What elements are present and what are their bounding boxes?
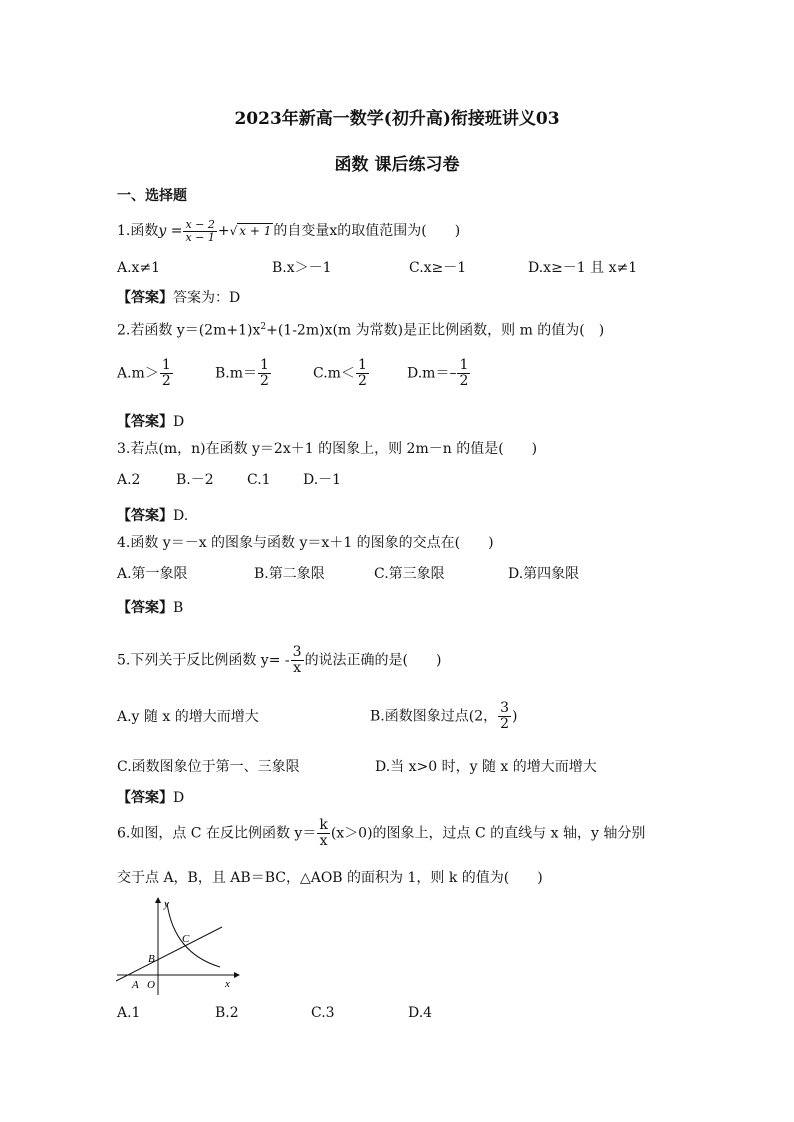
- q1-sqrt: [230, 216, 274, 246]
- q6-option-a: A.1: [117, 1005, 141, 1021]
- q5-suffix: 的说法正确的是( ): [304, 652, 442, 669]
- q5-fraction: [291, 645, 304, 676]
- q5-option-d: D.当 x>0 时，y 随 x 的增大而增大: [375, 759, 597, 775]
- question-2: [117, 318, 604, 340]
- q4-option-b: B.第二象限: [254, 566, 325, 582]
- question-6-line-2: 交于点 A，B，且 AB＝BC，△AOB 的面积为 1，则 k 的值为( ): [117, 870, 543, 886]
- frac-den: 2: [500, 716, 510, 732]
- q3-option-a: A.2: [117, 472, 141, 488]
- q6-prefix: 6.如图，点 C 在反比例函数 y＝: [117, 825, 317, 842]
- q1-option-d: D.x≥－1 且 x≠1: [528, 260, 638, 276]
- label-o: O: [147, 979, 155, 991]
- document-title: 2023年新高一数学(初升高)衔接班讲义03: [234, 109, 560, 129]
- frac-den: x: [293, 660, 302, 676]
- q2-option-a-fraction: [160, 358, 173, 389]
- frac-num: k: [319, 817, 328, 833]
- q2-option-b-fraction: [258, 358, 271, 389]
- label-x: x: [225, 978, 230, 990]
- q3-option-b: B.－2: [176, 472, 214, 488]
- q2-option-c-text: C.m＜: [313, 365, 355, 382]
- q2-option-d-text: D.m＝–: [407, 365, 457, 382]
- frac-den: 2: [357, 373, 367, 389]
- q1-plus: +: [217, 223, 230, 239]
- answer-label: 【答案】: [117, 414, 173, 430]
- q3-answer-text: D.: [173, 508, 189, 524]
- frac-den: 2: [161, 373, 171, 389]
- q2-option-a: [117, 358, 174, 389]
- q6-option-c: C.3: [311, 1005, 335, 1021]
- q4-option-a: A.第一象限: [117, 566, 188, 582]
- q2-prefix: 2.若函数 y＝(2m+1)x: [117, 322, 261, 339]
- q2-exponent: 2: [260, 322, 267, 332]
- frac-num: 3: [500, 700, 510, 716]
- y-axis-arrow-icon: [155, 897, 161, 903]
- x-axis-arrow-icon: [234, 972, 240, 978]
- q5-answer-text: D: [173, 790, 185, 806]
- document-subtitle: 函数 课后练习卷: [334, 155, 460, 175]
- question-4: 4.函数 y＝－x 的图象与函数 y＝x＋1 的图象的交点在( ): [117, 535, 494, 551]
- q3-option-c: C.1: [247, 472, 271, 488]
- q2-option-b-text: B.m＝: [215, 365, 258, 382]
- q5-option-c: C.函数图象位于第一、三象限: [117, 759, 300, 775]
- q4-answer-text: B: [173, 600, 184, 616]
- label-y: y: [164, 898, 169, 910]
- q3-option-d: D.－1: [303, 472, 342, 488]
- q6-suffix: (x＞0)的图象上，过点 C 的直线与 x 轴，y 轴分别: [330, 825, 646, 842]
- q4-option-d: D.第四象限: [508, 566, 580, 582]
- label-b: B: [148, 953, 155, 965]
- q4-option-c: C.第三象限: [374, 566, 445, 582]
- q6-option-b: B.2: [215, 1005, 239, 1021]
- line-abc: [116, 927, 222, 981]
- q1-option-b: B.x＞－1: [272, 260, 332, 276]
- q1-frac-den: x − 1: [185, 230, 215, 244]
- q2-option-d-fraction: [457, 358, 470, 389]
- q1-frac-num: x − 2: [185, 217, 215, 231]
- q2-answer: [117, 413, 184, 431]
- hyperbola-curve: [167, 903, 220, 967]
- q1-option-a: A.x≠1: [117, 260, 161, 276]
- q5-option-b-text: B.函数图象过点(2，: [370, 708, 498, 725]
- frac-num: 1: [357, 357, 367, 373]
- question-3: 3.若点(m，n)在函数 y＝2x＋1 的图象上，则 2m－n 的值是( ): [117, 441, 538, 457]
- q2-option-b: [215, 358, 272, 389]
- answer-label: 【答案】: [117, 790, 173, 806]
- frac-den: 2: [260, 373, 269, 389]
- section-heading: 一、选择题: [117, 188, 187, 204]
- q5-option-a: A.y 随 x 的增大而增大: [117, 709, 259, 725]
- answer-label: 【答案】: [117, 508, 173, 524]
- q5-answer: [117, 789, 184, 807]
- q2-option-c: [313, 358, 370, 389]
- frac-num: 3: [292, 644, 302, 660]
- q2-option-a-text: A.m＞: [117, 365, 159, 382]
- q2-option-c-fraction: [356, 358, 369, 389]
- q5-option-b-fraction: [498, 701, 511, 732]
- sqrt-icon: √: [229, 224, 238, 238]
- label-c: C: [182, 933, 190, 945]
- q6-figure: [112, 895, 242, 1000]
- q1-answer-text: 答案为：D: [173, 290, 241, 306]
- q6-option-d: D.4: [408, 1005, 433, 1021]
- q1-prefix: 1.函数: [117, 223, 159, 239]
- q1-lhs: y =: [158, 223, 183, 239]
- q4-answer: [117, 599, 183, 617]
- q1-answer: [117, 289, 240, 307]
- q1-suffix: 的自变量x的取值范围为( ): [273, 223, 461, 239]
- frac-num: 1: [161, 357, 171, 373]
- answer-label: 【答案】: [117, 290, 173, 306]
- question-1: [117, 216, 460, 246]
- q3-answer: [117, 507, 188, 525]
- frac-num: 1: [459, 357, 469, 373]
- frac-num: 1: [260, 357, 269, 373]
- label-a: A: [132, 979, 139, 991]
- q1-option-c: C.x≥－1: [409, 260, 467, 276]
- q2-option-d: [407, 358, 471, 389]
- answer-label: 【答案】: [117, 600, 173, 616]
- q5-option-b-close: ): [512, 708, 518, 725]
- q1-sqrt-arg: x + 1: [239, 224, 272, 238]
- frac-den: x: [319, 833, 328, 849]
- q6-fraction: [317, 818, 329, 849]
- q2-suffix: +(1-2m)x(m 为常数)是正比例函数，则 m 的值为( ): [266, 322, 605, 339]
- frac-den: 2: [459, 373, 469, 389]
- q5-prefix: 5.下列关于反比例函数 y= -: [117, 652, 290, 669]
- q2-answer-text: D: [173, 414, 185, 430]
- q5-option-b: [370, 701, 518, 732]
- question-6: [117, 818, 645, 849]
- q1-fraction: [183, 219, 216, 244]
- question-5: [117, 645, 442, 676]
